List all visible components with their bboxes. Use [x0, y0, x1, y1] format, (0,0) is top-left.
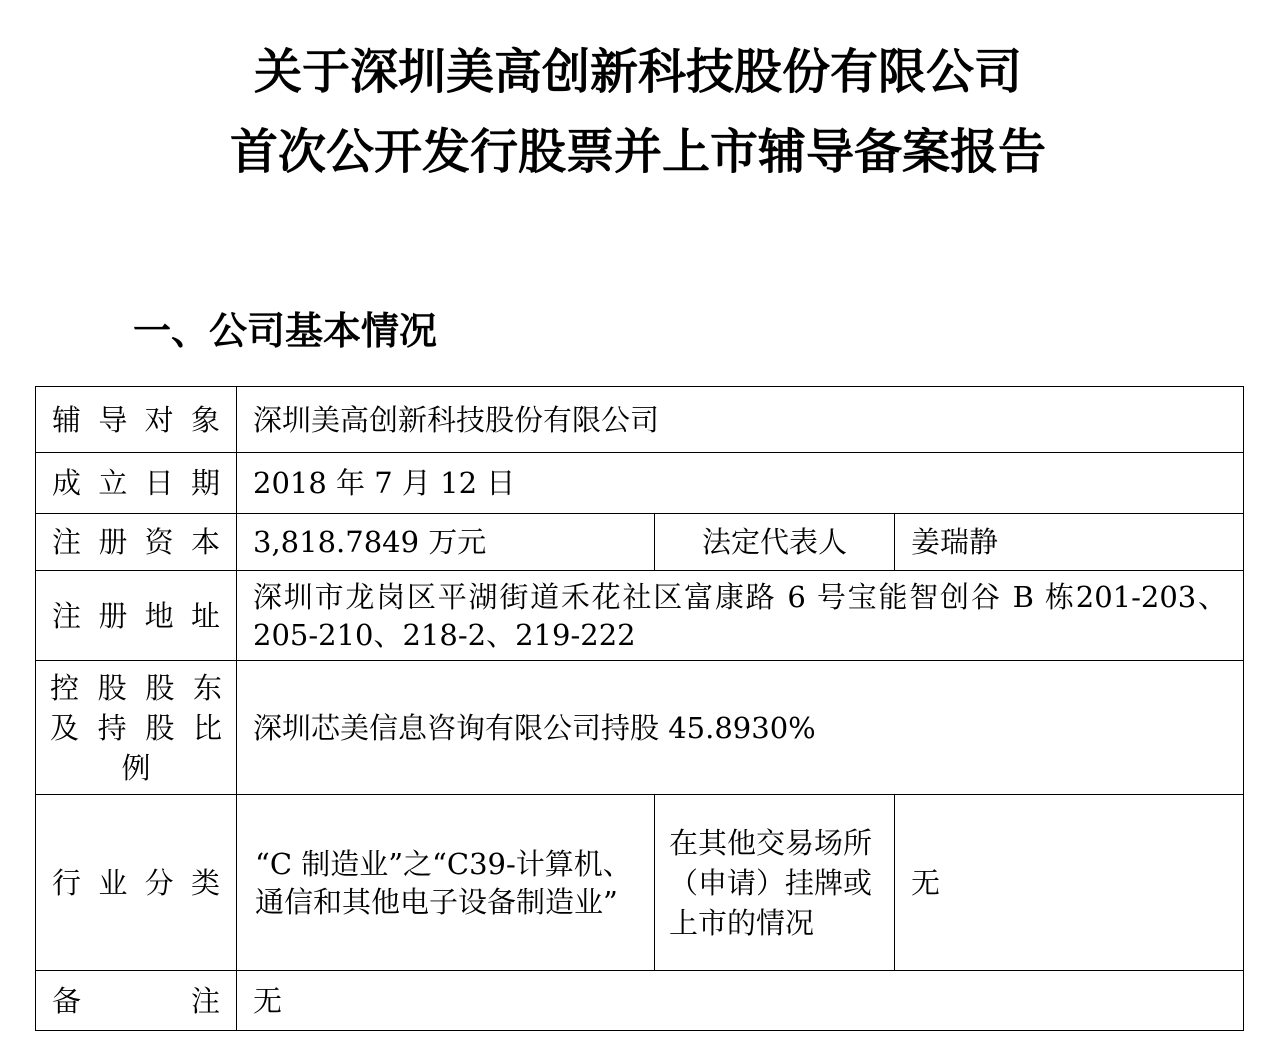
industry-value: “C 制造业”之“C39-计算机、通信和其他电子设备制造业”: [237, 795, 655, 971]
shareholder-value: 深圳芯美信息咨询有限公司持股 45.8930%: [237, 661, 1244, 795]
capital-label: 注册资本: [36, 514, 237, 571]
document-title-line2: 首次公开发行股票并上市辅导备案报告: [229, 124, 1046, 180]
remarks-value: 无: [237, 971, 1244, 1031]
legal-rep-value: 姜瑞静: [895, 514, 1244, 571]
tutoring-target-label: 辅导对象: [36, 387, 237, 453]
shareholder-label-line2: 及持股比: [50, 710, 222, 745]
table-row: [36, 387, 1244, 453]
document-title-line1: 关于深圳美高创新科技股份有限公司: [253, 44, 1022, 100]
capital-value: 3,818.7849 万元: [237, 514, 655, 571]
other-listing-value: 无: [895, 795, 1244, 971]
address-value: 深圳市龙岗区平湖街道禾花社区富康路 6 号宝能智创谷 B 栋201-203、205-210、218-2、219-222: [237, 571, 1244, 661]
section-heading: 一、公司基本情况: [133, 309, 438, 353]
remarks-label: 备注: [36, 971, 237, 1031]
table-row: [36, 661, 1244, 795]
legal-rep-label: 法定代表人: [655, 514, 895, 571]
address-label: 注册地址: [36, 571, 237, 661]
other-listing-label: 在其他交易场所（申请）挂牌或上市的情况: [655, 795, 895, 971]
established-value: 2018 年 7 月 12 日: [237, 453, 1244, 514]
tutoring-target-value: 深圳美高创新科技股份有限公司: [237, 387, 1244, 453]
table-row: [36, 453, 1244, 514]
established-label: 成立日期: [36, 453, 237, 514]
shareholder-label-line1: 控股股东: [50, 670, 222, 705]
table-row: [36, 971, 1244, 1031]
table-row: [36, 571, 1244, 661]
company-info-table: [35, 386, 1244, 1031]
shareholder-label-line3: 例: [121, 750, 151, 785]
shareholder-label: [36, 661, 237, 795]
table-row: [36, 514, 1244, 571]
table-row: [36, 795, 1244, 971]
industry-label: 行业分类: [36, 795, 237, 971]
